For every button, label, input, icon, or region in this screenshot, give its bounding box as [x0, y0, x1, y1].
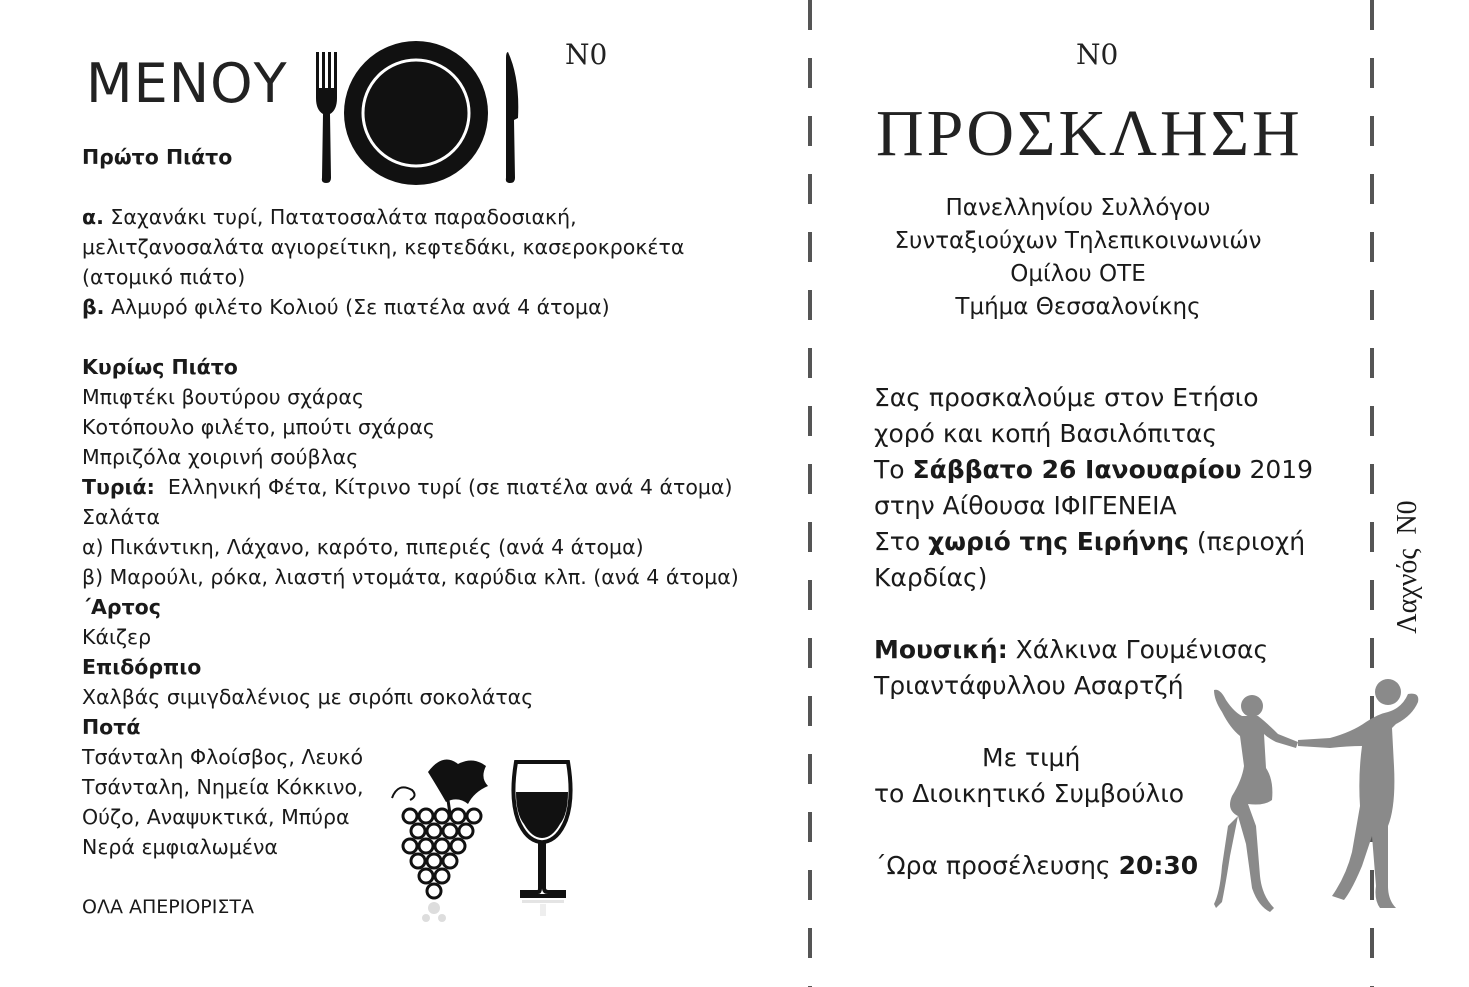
cheese-label: Τυριά:	[82, 475, 155, 499]
salad-heading: Σαλάτα	[82, 505, 160, 529]
cheese-text: Ελληνική Φέτα, Κίτρινο τυρί (σε πιατέλα ανά 4 άτομα)	[167, 475, 733, 499]
board-signature: το Διοικητικό Συμβούλιο	[874, 779, 1185, 808]
lottery-stub	[1368, 482, 1448, 652]
first-a-line3: (ατομικό πιάτο)	[82, 265, 246, 289]
menu-title: ΜΕΝΟΥ	[86, 52, 288, 115]
arrival-time: 20:30	[1118, 851, 1199, 880]
grapes-icon	[388, 752, 494, 922]
invite-line2: χορό και κοπή Βασιλόπιτας	[874, 419, 1218, 448]
invite-line1: Σας προσκαλούμε στον Ετήσιο	[874, 383, 1259, 412]
organization-block	[878, 192, 1278, 324]
first-a-line1: Σαχανάκι τυρί, Πατατοσαλάτα παραδοσιακή,	[110, 205, 577, 229]
bread-text: Κάιζερ	[82, 625, 152, 649]
lottery-number: Ν0	[1392, 500, 1423, 535]
drinks-item: Τσάνταλη Φλοίσβος, Λευκό	[82, 745, 363, 769]
menu-footer: ΟΛΑ ΑΠΕΡΙΟΡΙΣΤΑ	[82, 896, 254, 918]
regards: Με τιμή	[982, 743, 1081, 772]
first-b-text: Αλμυρό φιλέτο Κολιού (Σε πιατέλα ανά 4 άτομα)	[111, 295, 610, 319]
place-line2: Καρδίας)	[874, 563, 988, 592]
main-item: Κοτόπουλο φιλέτο, μπούτι σχάρας	[82, 415, 435, 439]
org-line: Πανελληνίου Συλλόγου	[945, 195, 1211, 221]
dancers-silhouette-icon	[1212, 676, 1428, 926]
music-label: Μουσική:	[874, 635, 1008, 664]
drinks-heading: Ποτά	[82, 715, 141, 739]
music-line2: Τριαντάφυλλου Ασαρτζή	[874, 671, 1184, 700]
date-prefix: Το	[874, 455, 913, 484]
first-b-label: β.	[82, 295, 105, 319]
perforation-line-left	[808, 0, 812, 987]
main-item: Μπριζόλα χοιρινή σούβλας	[82, 445, 359, 469]
place-name: χωριό της Ειρήνης	[928, 527, 1189, 556]
org-line: Συνταξιούχων Τηλεπικοινωνιών	[894, 228, 1262, 254]
first-a-line2: μελιτζανοσαλάτα αγιορείτικη, κεφτεδάκι, κασεροκροκέτα	[82, 235, 685, 259]
wine-glass-icon	[508, 758, 578, 918]
place-prefix: Στο	[874, 527, 929, 556]
org-line: Ομίλου ΟΤΕ	[1010, 261, 1146, 287]
music-text: Χάλκινα Γουμένισας	[1007, 635, 1269, 664]
drinks-item: Τσάνταλη, Νημεία Κόκκινο,	[82, 775, 364, 799]
date-year: 2019	[1241, 455, 1314, 484]
dessert-text: Χαλβάς σιμιγδαλένιος με σιρόπι σοκολάτας	[82, 685, 534, 709]
event-date: Σάββατο 26 Ιανουαρίου	[912, 455, 1242, 484]
bread-heading: ΄Αρτος	[82, 595, 161, 619]
salad-item: α) Πικάντικη, Λάχανο, καρότο, πιπεριές (ανά 4 άτομα)	[82, 535, 644, 559]
first-a-label: α.	[82, 205, 104, 229]
venue: στην Αίθουσα ΙΦΙΓΕΝΕΙΑ	[874, 491, 1177, 520]
menu-number: Ν0	[565, 38, 608, 71]
salad-item: β) Μαρούλι, ρόκα, λιαστή ντομάτα, καρύδια κλπ. (ανά 4 άτομα)	[82, 565, 739, 589]
place-suffix: (περιοχή	[1188, 527, 1306, 556]
lottery-label: Λαχνός	[1392, 548, 1423, 634]
drinks-item: Ούζο, Αναψυκτικά, Μπύρα	[82, 805, 350, 829]
invitation-title: ΠΡΟΣΚΛΗΣΗ	[876, 97, 1303, 170]
time-label: ΄Ωρα προσέλευσης	[874, 851, 1119, 880]
dessert-heading: Επιδόρπιο	[82, 655, 202, 679]
invitation-number: Ν0	[1076, 38, 1119, 71]
org-line: Τμήμα Θεσσαλονίκης	[955, 294, 1201, 320]
drinks-item: Νερά εμφιαλωμένα	[82, 835, 278, 859]
first-course-heading: Πρώτο Πιάτο	[82, 145, 233, 169]
main-course-heading: Κυρίως Πιάτο	[82, 355, 238, 379]
main-item: Μπιφτέκι βουτύρου σχάρας	[82, 385, 364, 409]
